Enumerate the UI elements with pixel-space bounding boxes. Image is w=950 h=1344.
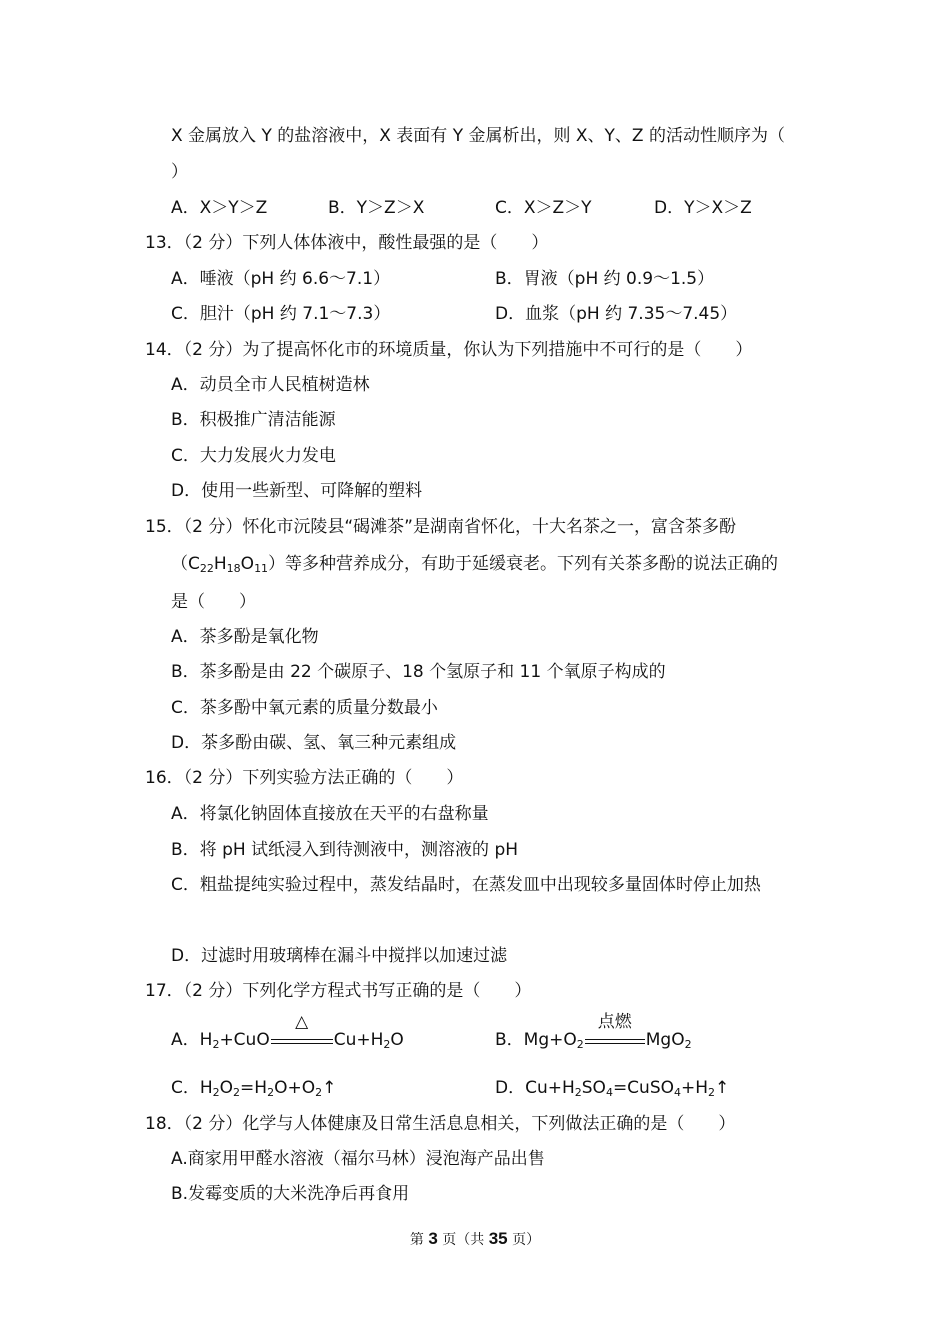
q17-c-mid2: =H [240,1078,268,1098]
footer-suffix: 页） [507,1232,541,1248]
q17-b-equals-sign [584,1012,646,1051]
q17-a-equals-sign [270,1012,334,1051]
q17-a-lhs: H [199,1030,213,1050]
q15-o-subscript: 11 [254,562,269,575]
q17-c-sub2: 2 [233,1086,241,1099]
q13-stem: 13．（2 分）下列人体体液中，酸性最强的是（ ） [145,233,549,253]
q14-stem: 14．（2 分）为了提高怀化市的环境质量，你认为下列措施中不可行的是（ ） [145,340,753,360]
q12-option-b: B．Y＞Z＞X [328,198,425,218]
q17-d-sub4: 2 [708,1086,716,1099]
q17-a-label: A． [171,1030,200,1050]
q17-a-lhs2: +CuO [219,1030,270,1050]
q13-option-b: B．胃液（pH 约 0.9～1.5） [495,269,715,289]
q14-option-c: C．大力发展火力发电 [171,446,336,466]
q16-option-c: C．粗盐提纯实验过程中，蒸发结晶时，在蒸发皿中出现较多量固体时停止加热 [171,875,761,895]
q18-option-b: B.发霉变质的大米洗净后再食用 [171,1184,410,1204]
q16-option-a: A．将氯化钠固体直接放在天平的右盘称量 [171,804,489,824]
q15-option-c: C．茶多酚中氧元素的质量分数最小 [171,698,438,718]
q17-option-d [495,1077,729,1099]
footer-middle: 页（共 [437,1232,489,1248]
q16-option-b: B．将 pH 试纸浸入到待测液中，测溶液的 pH [171,840,519,860]
q17-b-rhs-sub: 2 [684,1038,692,1051]
q17-d-label: D．Cu+H [495,1078,575,1098]
q17-d-sub2: 4 [605,1086,613,1099]
q14-option-a: A．动员全市人民植树造林 [171,375,370,395]
q14-option-d: D．使用一些新型、可降解的塑料 [171,481,423,501]
q17-c-sub3: 2 [267,1086,275,1099]
q17-a-rhs: Cu+H [333,1030,384,1050]
q17-d-sub1: 2 [574,1086,582,1099]
q13-option-a: A．唾液（pH 约 6.6～7.1） [171,269,391,289]
q17-d-mid2: =CuSO [612,1078,674,1098]
q17-c-mid3: O+O [274,1078,316,1098]
q15-formula-open: （C [171,554,200,574]
q17-stem: 17．（2 分）下列化学方程式书写正确的是（ ） [145,981,532,1001]
q15-stem-line2-rest: ）等多种营养成分，有助于延缓衰老。下列有关茶多酚的说法正确的 [268,554,779,574]
q16-option-d: D．过滤时用玻璃棒在漏斗中搅拌以加速过滤 [171,946,508,966]
q17-b-condition: 点燃 [597,1012,632,1032]
footer-page-number: 3 [428,1229,438,1248]
q16-stem: 16．（2 分）下列实验方法正确的（ ） [145,768,464,788]
q15-stem-line3: 是（ ） [171,592,256,612]
q15-o: O [240,554,255,574]
q17-d-sub3: 4 [674,1086,681,1099]
q17-c-label: C．H [171,1078,213,1098]
q12-option-d: D．Y＞X＞Z [654,198,752,218]
q17-option-a [171,1012,404,1051]
q12-option-c: C．X＞Z＞Y [495,198,592,218]
footer-total-pages: 35 [488,1229,508,1248]
q17-c-mid: O [219,1078,234,1098]
q17-d-mid3: +H [681,1078,709,1098]
q12-stem-line2: ） [171,162,188,182]
q17-a-rhs-sub: 2 [383,1038,391,1051]
q17-d-mid: SO [581,1078,606,1098]
q17-a-condition: △ [295,1012,309,1032]
q15-h: H [213,554,227,574]
q12-option-a: A．X＞Y＞Z [171,198,268,218]
q18-option-a: A.商家用甲醛水溶液（福尔马林）浸泡海产品出售 [171,1149,545,1169]
q12-stem-line1: X 金属放入 Y 的盐溶液中，X 表面有 Y 金属析出，则 X、Y、Z 的活动性顺序为（ [171,126,785,146]
q17-a-rhs2: O [390,1030,404,1050]
q17-b-sub: 2 [576,1038,584,1051]
q17-b-label: B．Mg+O [495,1030,577,1050]
q14-option-b: B．积极推广清洁能源 [171,410,336,430]
q17-c-sub4: 2 [315,1086,323,1099]
q17-c-sub1: 2 [212,1086,220,1099]
q17-d-arrow: ↑ [715,1078,730,1098]
q18-stem: 18．（2 分）化学与人体健康及日常生活息息相关，下列做法正确的是（ ） [145,1114,736,1134]
q15-h-subscript: 18 [226,562,241,575]
q15-option-b: B．茶多酚是由 22 个碳原子、18 个氢原子和 11 个氧原子构成的 [171,662,666,682]
q13-option-d: D．血浆（pH 约 7.35～7.45） [495,304,738,324]
q17-option-b [495,1012,692,1051]
page-footer [0,1229,950,1250]
q15-stem-line2 [171,553,778,575]
q15-c-subscript: 22 [199,562,214,575]
q15-option-d: D．茶多酚由碳、氢、氧三种元素组成 [171,733,457,753]
footer-prefix: 第 [409,1232,429,1248]
q17-option-c [171,1077,336,1099]
q17-c-arrow: ↑ [322,1078,337,1098]
q17-a-lhs-sub: 2 [212,1038,220,1051]
q17-b-rhs: MgO [645,1030,685,1050]
q15-stem-line1: 15．（2 分）怀化市沅陵县“碣滩茶”是湖南省怀化，十大名茶之一，富含茶多酚 [145,517,736,537]
q15-option-a: A．茶多酚是氧化物 [171,627,319,647]
q13-option-c: C．胆汁（pH 约 7.1～7.3） [171,304,391,324]
